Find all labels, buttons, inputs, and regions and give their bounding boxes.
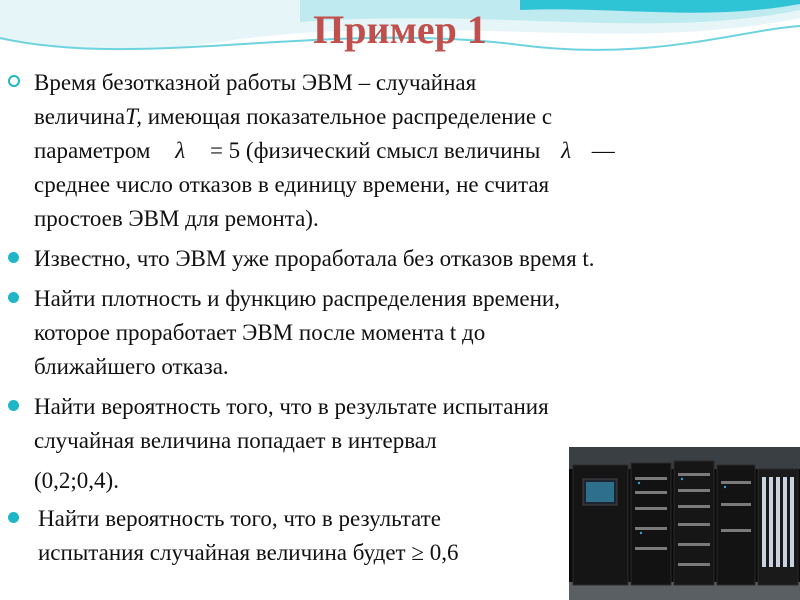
- text-line: параметром λ = 5 (физический смысл величины λ —: [34, 134, 728, 168]
- bullet-item-2: [8, 242, 728, 276]
- text-line: среднее число отказов в единицу времени, не считая: [34, 172, 550, 197]
- text-line: (0,2;0,4).: [34, 468, 119, 493]
- text-line: простоев ЭВМ для ремонта).: [34, 206, 319, 231]
- text-line: испытания случайная величина будет ≥ 0,6: [38, 540, 459, 565]
- text-line: Найти вероятность того, что в результате испытания: [34, 394, 549, 419]
- bullet-icon: [8, 292, 19, 303]
- lambda-symbol: λ: [175, 138, 186, 163]
- text-line: Найти плотность и функцию распределения времени,: [34, 286, 560, 311]
- text-line: которое проработает ЭВМ после момента t до: [34, 320, 486, 345]
- text-line: Время безотказной работы ЭВМ – случайная: [34, 70, 477, 95]
- text-line: ближайшего отказа.: [34, 354, 229, 379]
- server-room-photo: [569, 447, 800, 600]
- text-line: величинаT, имеющая показательное распределение с: [34, 104, 553, 129]
- text-line: Известно, что ЭВМ уже проработала без отказов время t.: [34, 246, 595, 271]
- text-line: случайная величина попадает в интервал: [34, 428, 437, 453]
- bullet-icon: [8, 75, 20, 87]
- text-line: Найти вероятность того, что в результате: [38, 506, 441, 531]
- bullet-icon: [8, 400, 19, 411]
- slide-title: Пример 1: [313, 7, 487, 52]
- bullet-item-3: [8, 282, 728, 384]
- bullet-icon: [8, 252, 19, 263]
- bullet-item-1: [8, 66, 728, 236]
- lambda-symbol: λ: [561, 138, 572, 163]
- bullet-icon: [8, 512, 19, 523]
